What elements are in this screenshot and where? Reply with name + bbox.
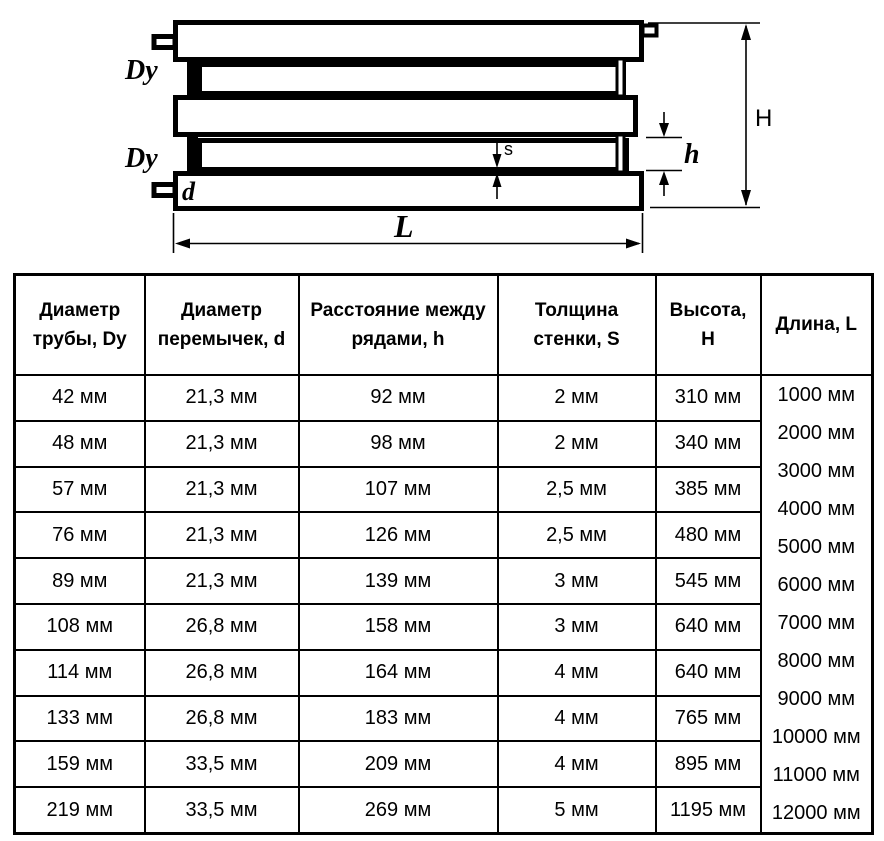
- table-row: [15, 512, 873, 558]
- label-row-spacing: h: [684, 139, 700, 170]
- table-cell: 33,5 мм: [145, 787, 299, 833]
- length-item: 2000 мм: [777, 422, 856, 444]
- arrow-right-icon: [626, 239, 641, 249]
- table-row: [15, 375, 873, 421]
- header-cell: Толщина стенки, S: [498, 275, 656, 376]
- table-cell: 640 мм: [656, 650, 761, 696]
- table-row: [15, 467, 873, 513]
- table-cell: 269 мм: [299, 787, 498, 833]
- header-cell: Диаметр перемычек, d: [145, 275, 299, 376]
- right-jumper-top: [617, 59, 624, 96]
- table-cell: 107 мм: [299, 467, 498, 513]
- table-cell: 3 мм: [498, 558, 656, 604]
- length-item: 4000 мм: [777, 498, 856, 520]
- table-body: [15, 375, 873, 834]
- length-item: 3000 мм: [777, 460, 856, 482]
- label-height: H: [755, 105, 773, 132]
- header-row: [15, 275, 873, 376]
- table-cell: 21,3 мм: [145, 421, 299, 467]
- table-cell: 895 мм: [656, 741, 761, 787]
- header-cell: Диаметр трубы, Dy: [15, 275, 145, 376]
- pipe-row-2: [200, 65, 624, 94]
- table-row: [15, 696, 873, 742]
- table-cell: 26,8 мм: [145, 650, 299, 696]
- table-cell: 2 мм: [498, 421, 656, 467]
- table-cell: 765 мм: [656, 696, 761, 742]
- label-jumper-diameter: d: [182, 177, 195, 206]
- left-jumper-top: [187, 58, 198, 99]
- label-length: L: [394, 208, 414, 244]
- table-row: [15, 421, 873, 467]
- right-stub-top: [643, 26, 657, 36]
- length-item: 6000 мм: [777, 574, 856, 596]
- length-item: 10000 мм: [771, 726, 861, 748]
- right-jumper-bottom: [617, 135, 624, 172]
- length-item: 11000 мм: [772, 764, 860, 786]
- table-cell: 545 мм: [656, 558, 761, 604]
- table-row: [15, 558, 873, 604]
- table-cell: 385 мм: [656, 467, 761, 513]
- arrow-down-icon: [741, 190, 751, 206]
- arrow-up-icon: [741, 24, 751, 40]
- pipe-row-3: [176, 98, 636, 135]
- table-cell: 21,3 мм: [145, 558, 299, 604]
- table-row: [15, 787, 873, 833]
- table-cell: 21,3 мм: [145, 467, 299, 513]
- length-item: 1000 мм: [777, 384, 856, 406]
- table-cell: 98 мм: [299, 421, 498, 467]
- table-cell: 310 мм: [656, 375, 761, 421]
- table-cell: 2 мм: [498, 375, 656, 421]
- table-cell: 640 мм: [656, 604, 761, 650]
- table-cell: 42 мм: [15, 375, 145, 421]
- table-cell: 21,3 мм: [145, 375, 299, 421]
- table-cell: 26,8 мм: [145, 696, 299, 742]
- table-cell: 126 мм: [299, 512, 498, 558]
- length-item: 7000 мм: [777, 612, 856, 634]
- length-item: 12000 мм: [771, 802, 861, 824]
- table-cell: 92 мм: [299, 375, 498, 421]
- table-cell: 219 мм: [15, 787, 145, 833]
- left-stub-bottom: [154, 185, 175, 196]
- pipe-row-5: [176, 174, 642, 209]
- pipe-row-1: [176, 23, 642, 60]
- table-cell: 209 мм: [299, 741, 498, 787]
- table-row: [15, 650, 873, 696]
- arrow-left-icon: [175, 239, 190, 249]
- header-cell: Расстояние между рядами, h: [299, 275, 498, 376]
- table-cell: 26,8 мм: [145, 604, 299, 650]
- table-cell: 5 мм: [498, 787, 656, 833]
- table-cell: 159 мм: [15, 741, 145, 787]
- table-cell: 76 мм: [15, 512, 145, 558]
- length-list: [764, 376, 870, 832]
- table-cell: 33,5 мм: [145, 741, 299, 787]
- arrow-down-icon: [659, 123, 669, 137]
- header-cell: Длина, L: [761, 275, 873, 376]
- table-cell: 164 мм: [299, 650, 498, 696]
- length-item: 9000 мм: [777, 688, 856, 710]
- table-cell: 2,5 мм: [498, 467, 656, 513]
- length-item: 5000 мм: [777, 536, 856, 558]
- table-cell: 108 мм: [15, 604, 145, 650]
- table-cell: 57 мм: [15, 467, 145, 513]
- table-cell: 114 мм: [15, 650, 145, 696]
- length-item: 8000 мм: [777, 650, 856, 672]
- table-cell: 139 мм: [299, 558, 498, 604]
- register-diagram: [0, 0, 884, 262]
- header-cell: Высота, H: [656, 275, 761, 376]
- table-cell: 4 мм: [498, 650, 656, 696]
- table-cell: 21,3 мм: [145, 512, 299, 558]
- table-cell: 3 мм: [498, 604, 656, 650]
- pipe-row-4: [200, 141, 627, 170]
- table-cell: 4 мм: [498, 741, 656, 787]
- table-cell: 133 мм: [15, 696, 145, 742]
- table-cell: 183 мм: [299, 696, 498, 742]
- table-cell: 2,5 мм: [498, 512, 656, 558]
- table-cell: 4 мм: [498, 696, 656, 742]
- label-pipe-diameter-top: Dy: [125, 55, 158, 86]
- length-cell: [761, 375, 873, 834]
- table-cell: 480 мм: [656, 512, 761, 558]
- left-stub-top: [154, 37, 175, 48]
- spec-table: [13, 273, 874, 835]
- left-jumper-bottom: [187, 134, 198, 175]
- label-pipe-diameter-bottom: Dy: [125, 143, 158, 174]
- register-diagram-svg: [0, 0, 884, 262]
- table-cell: 158 мм: [299, 604, 498, 650]
- table-row: [15, 604, 873, 650]
- table-cell: 340 мм: [656, 421, 761, 467]
- arrow-up-icon: [659, 171, 669, 185]
- table-cell: 48 мм: [15, 421, 145, 467]
- label-wall-thickness: s: [504, 139, 513, 159]
- table-cell: 1195 мм: [656, 787, 761, 833]
- table-row: [15, 741, 873, 787]
- table-cell: 89 мм: [15, 558, 145, 604]
